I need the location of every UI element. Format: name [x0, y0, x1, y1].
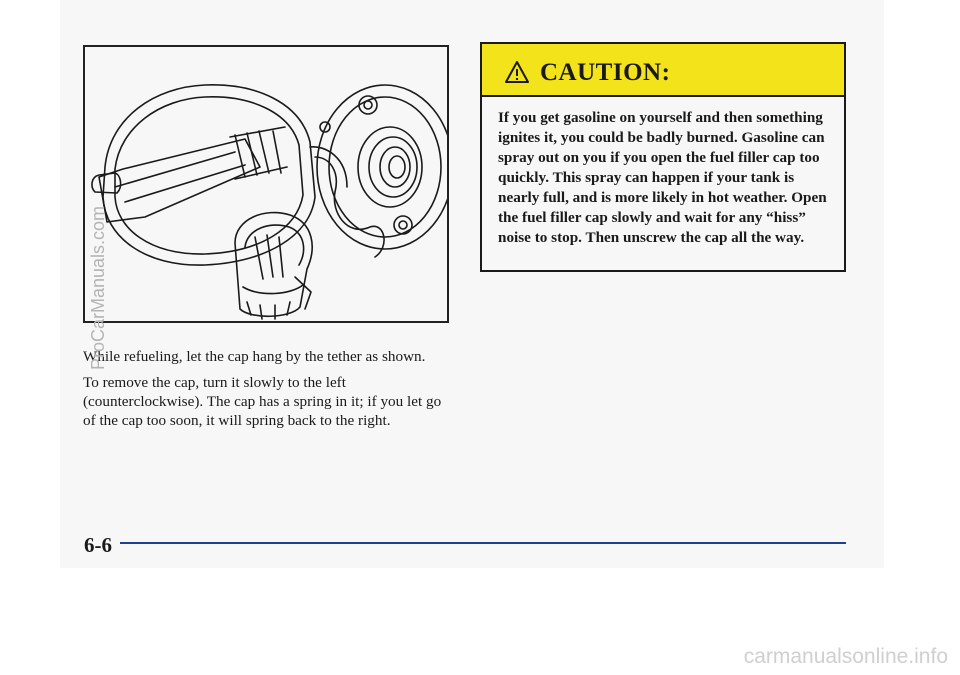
- fuel-cap-tether-icon: [85, 47, 447, 321]
- caution-box: [480, 42, 846, 272]
- tether-instruction-paragraph: While refueling, let the cap hang by the tether as shown.: [83, 348, 426, 365]
- footer-watermark: carmanualsonline.info: [743, 645, 948, 668]
- page-number: 6-6: [84, 533, 112, 557]
- side-watermark: ProCarManuals.com: [88, 205, 108, 370]
- caution-body: If you get gasoline on yourself and then something ignites it, you could be badly burned. Gasoline can spray out on you if you open the fuel filler cap too quickly. This spray can happen if your tank is nearly full, and is more likely in hot weather. Open the fuel filler cap slowly and wait for any “hiss” noise to stop. Then unscrew the cap all the way.: [498, 109, 827, 246]
- warning-triangle-icon: [504, 60, 530, 84]
- footer-rule: [120, 542, 846, 544]
- fuel-door-illustration: [83, 45, 449, 323]
- caution-header: [482, 44, 844, 97]
- caution-title: CAUTION:: [540, 58, 671, 86]
- cap-removal-paragraph: To remove the cap, turn it slowly to the left (counterclockwise). The cap has a spring in it; if you let go of the cap too soon, it will spring back to the right.: [83, 374, 442, 429]
